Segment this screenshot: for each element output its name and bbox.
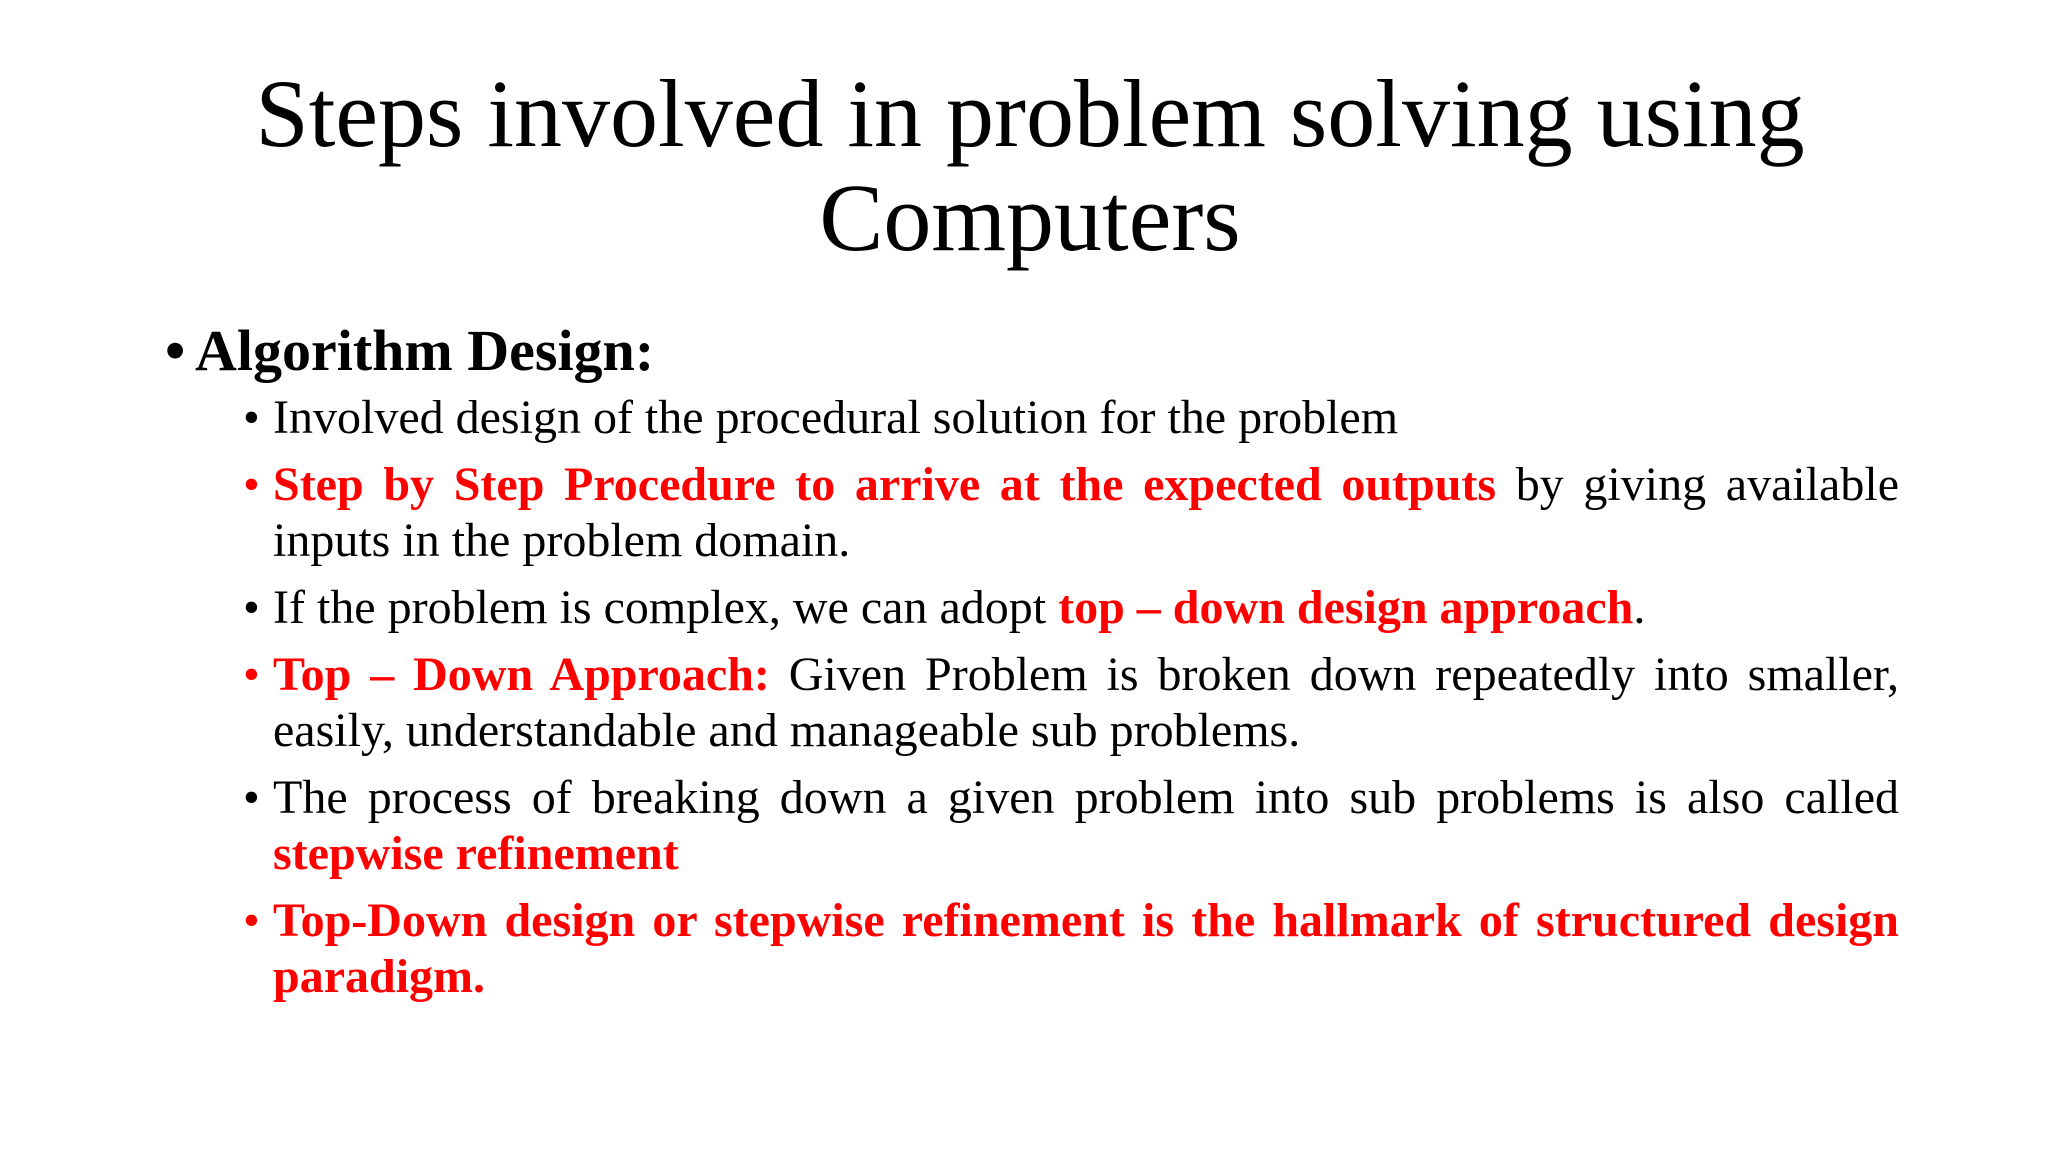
sub-bullet-item: [243, 893, 1899, 1005]
bullet-algorithm-design: [165, 318, 654, 384]
sub-bullet-item: [243, 647, 1899, 759]
sub-bullet-highlight: Top-Down design or stepwise refinement is the hallmark of structured design paradigm.: [273, 894, 1899, 1003]
sub-bullet-text: .: [1633, 581, 1646, 634]
bullet-dot-icon: •: [243, 458, 260, 511]
sub-bullet-item: [243, 770, 1899, 882]
bullet-dot-icon: •: [243, 894, 260, 947]
sub-bullet-item: [243, 457, 1899, 569]
sub-bullet-item: [243, 390, 1899, 446]
bullet-dot-icon: •: [243, 391, 260, 444]
sub-bullet-highlight: Top – Down Approach:: [273, 648, 770, 701]
sub-bullet-item: [243, 580, 1899, 636]
sub-bullet-list: [243, 390, 1899, 1016]
sub-bullet-text: Given Problem is broken down repeatedly into smaller, easily, understandable and manageable sub problems.: [273, 648, 1899, 757]
sub-bullet-highlight: top – down design approach: [1058, 581, 1634, 634]
sub-bullet-highlight: Step by Step Procedure to arrive at the expected outputs: [273, 458, 1497, 511]
bullet-algorithm-design-label: Algorithm Design:: [195, 318, 655, 383]
slide-title-line-1: Steps involved in problem solving using: [255, 60, 1805, 167]
sub-bullet-highlight: stepwise refinement: [273, 827, 679, 880]
slide-title: [160, 62, 1900, 270]
sub-bullet-text: by giving available inputs in the problem domain.: [273, 458, 1899, 567]
sub-bullet-text: The process of breaking down a given problem into sub problems is also called: [273, 771, 1899, 824]
sub-bullet-text: If the problem is complex, we can adopt: [273, 581, 1059, 634]
bullet-dot-icon: •: [243, 581, 260, 634]
bullet-dot-icon: •: [165, 318, 186, 383]
sub-bullet-text: Involved design of the procedural solution for the problem: [273, 391, 1399, 444]
bullet-dot-icon: •: [243, 771, 260, 824]
slide-title-line-2: Computers: [819, 164, 1241, 271]
bullet-dot-icon: •: [243, 648, 260, 701]
